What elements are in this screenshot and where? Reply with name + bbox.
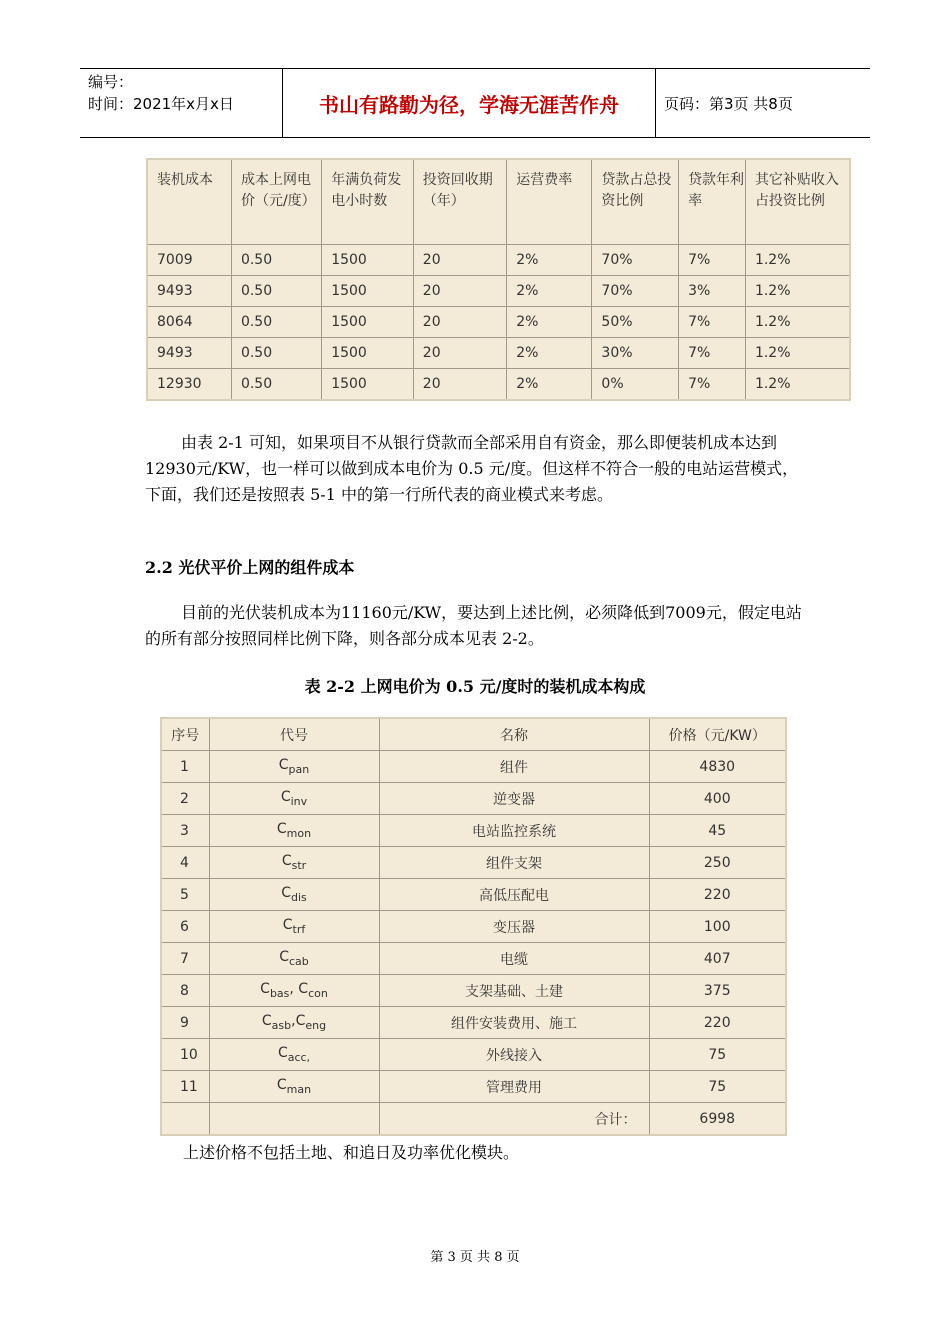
table1-row: [147, 245, 850, 276]
code-letter: C: [278, 757, 289, 774]
paragraph-3: 上述价格不包括土地、和追日及功率优化模块。: [183, 1143, 520, 1162]
table1-cell: 1.2%: [745, 307, 850, 338]
code-subscript: str: [291, 858, 307, 872]
table2-no-cell: 1: [161, 751, 209, 783]
table2-row: [161, 1007, 786, 1039]
table1-cell: 20: [413, 307, 506, 338]
table2-name-cell: 管理费用: [379, 1071, 649, 1103]
table2-name-cell: 组件支架: [379, 847, 649, 879]
table2-code-cell: [209, 911, 379, 943]
table2-row: [161, 911, 786, 943]
table2-row: [161, 1039, 786, 1071]
table1-cell: 2%: [507, 276, 592, 307]
table1-header-cell: 年满负荷发电小时数: [322, 159, 414, 245]
code-letter: C: [261, 1013, 272, 1030]
table1-header-cell: 贷款占总投资比例: [592, 159, 679, 245]
table2-row: [161, 847, 786, 879]
table2-name-cell: 电缆: [379, 943, 649, 975]
table1-header-cell: 投资回收期（年）: [413, 159, 506, 245]
time-label: 时间：2021年x月x日: [88, 95, 234, 113]
table2-row: [161, 783, 786, 815]
code-subscript: asb: [271, 1018, 292, 1032]
table1-row: [147, 276, 850, 307]
code-letter: C: [276, 1077, 287, 1094]
code-subscript: cab: [289, 954, 309, 968]
table1-cell: 7%: [679, 369, 746, 401]
code-letter: C: [281, 885, 291, 902]
paragraph-2: 目前的光伏装机成本为11160元/KW，要达到上述比例，必须降低到7009元，假定电站的所有部分按照同样比例下降，则各部分成本见表 2-2。: [145, 603, 802, 648]
table2-name-cell: 支架基础、土建: [379, 975, 649, 1007]
code-subscript: con: [308, 986, 328, 1000]
table2-no-cell: 7: [161, 943, 209, 975]
table1-cell: 70%: [592, 276, 679, 307]
cost-parameter-table: [146, 158, 851, 401]
table2-code-cell: [209, 815, 379, 847]
table1-cell: 0%: [592, 369, 679, 401]
table1-cell: 2%: [507, 369, 592, 401]
table2-name-cell: 电站监控系统: [379, 815, 649, 847]
table2-no-cell: 10: [161, 1039, 209, 1071]
table1-cell: 0.50: [231, 307, 321, 338]
table2-price-cell: 75: [649, 1071, 786, 1103]
table1-header-cell: 装机成本: [147, 159, 231, 245]
table2-total-label: 合计：: [379, 1103, 649, 1136]
table1-cell: 7%: [679, 338, 746, 369]
table2-name-cell: 组件: [379, 751, 649, 783]
table1-cell: 20: [413, 369, 506, 401]
number-label: 编号：: [88, 73, 134, 91]
code-letter: C: [276, 821, 287, 838]
table2-code-cell: [209, 943, 379, 975]
code-subscript: mon: [286, 826, 312, 840]
table2-total-row: [161, 1103, 786, 1136]
table2-row: [161, 815, 786, 847]
table2-price-cell: 220: [649, 879, 786, 911]
table2-code-cell: [209, 847, 379, 879]
table2-caption: 表 2-2 上网电价为 0.5 元/度时的装机成本构成: [304, 677, 646, 696]
table1-cell: 0.50: [231, 338, 321, 369]
table1-cell: 1500: [322, 369, 414, 401]
table2-no-cell: 2: [161, 783, 209, 815]
table1-cell: 1.2%: [745, 276, 850, 307]
table2-name-cell: 高低压配电: [379, 879, 649, 911]
code-letter: C: [277, 1045, 288, 1062]
table2-header-cell: 名称: [379, 718, 649, 751]
code-subscript: bas: [269, 986, 290, 1000]
code-subscript: pan: [288, 762, 310, 776]
page-header: [80, 68, 870, 138]
code-subscript: inv: [290, 794, 308, 808]
table1-cell: 2%: [507, 307, 592, 338]
table2-row: [161, 1071, 786, 1103]
table1-header-cell: 运营费率: [507, 159, 592, 245]
table1-cell: 20: [413, 245, 506, 276]
table1-cell: 1500: [322, 307, 414, 338]
table1-cell: 2%: [507, 245, 592, 276]
table1-cell: 1500: [322, 338, 414, 369]
table2-name-cell: 外线接入: [379, 1039, 649, 1071]
table2-price-cell: 4830: [649, 751, 786, 783]
code-letter: , C: [289, 981, 309, 998]
table1-cell: 2%: [507, 338, 592, 369]
header-motto: 书山有路勤为径，学海无涯苦作舟: [282, 69, 656, 137]
table1-cell: 70%: [592, 245, 679, 276]
code-letter: C: [280, 789, 291, 806]
table2-code-cell: [209, 1007, 379, 1039]
table2-code-cell: [209, 1039, 379, 1071]
table2-total-value: 6998: [649, 1103, 786, 1136]
code-subscript: dis: [291, 890, 307, 904]
table2-no-cell: 11: [161, 1071, 209, 1103]
table2-no-cell: 5: [161, 879, 209, 911]
table2-row: [161, 975, 786, 1007]
table2-empty-cell: [161, 1103, 209, 1136]
table2-price-cell: 75: [649, 1039, 786, 1071]
code-letter: C: [282, 917, 293, 934]
code-subscript: eng: [305, 1018, 327, 1032]
table1-cell: 1.2%: [745, 369, 850, 401]
header-page-info: 页码：第3页 共8页: [664, 94, 793, 113]
table2-price-cell: 220: [649, 1007, 786, 1039]
table2-row: [161, 879, 786, 911]
table1-row: [147, 338, 850, 369]
table2-no-cell: 4: [161, 847, 209, 879]
table2-name-cell: 组件安装费用、施工: [379, 1007, 649, 1039]
table2-header-cell: 代号: [209, 718, 379, 751]
table1-cell: 0.50: [231, 369, 321, 401]
paragraph-1: 由表 2-1 可知，如果项目不从银行贷款而全部采用自有资金，那么即便装机成本达到12930元/KW，也一样可以做到成本电价为 0.5 元/度。但这样不符合一般的电站运营模式，下面，我们还是按照表 5-1 中的第一行所代表的商业模式来考虑。: [145, 433, 799, 504]
table1-row: [147, 369, 850, 401]
table2-row: [161, 943, 786, 975]
table2-price-cell: 407: [649, 943, 786, 975]
table1-cell: 20: [413, 276, 506, 307]
table2-name-cell: 逆变器: [379, 783, 649, 815]
table1-cell: 7%: [679, 307, 746, 338]
table1-cell: 0.50: [231, 276, 321, 307]
table1-cell: 9493: [147, 338, 231, 369]
table2-empty-cell: [209, 1103, 379, 1136]
table2-code-cell: [209, 1071, 379, 1103]
table2-no-cell: 8: [161, 975, 209, 1007]
table2-name-cell: 变压器: [379, 911, 649, 943]
table2-price-cell: 100: [649, 911, 786, 943]
table1-cell: 1.2%: [745, 338, 850, 369]
table1-cell: 7%: [679, 245, 746, 276]
code-letter: ,C: [291, 1013, 306, 1030]
table1-cell: 0.50: [231, 245, 321, 276]
code-subscript: acc,: [287, 1050, 311, 1064]
table2-price-cell: 375: [649, 975, 786, 1007]
page-footer: 第 3 页 共 8 页: [430, 1250, 520, 1265]
table2-header-cell: 序号: [161, 718, 209, 751]
table2-no-cell: 6: [161, 911, 209, 943]
table2-header-cell: 价格（元/KW）: [649, 718, 786, 751]
table1-cell: 50%: [592, 307, 679, 338]
table2-no-cell: 3: [161, 815, 209, 847]
table1-cell: 1500: [322, 276, 414, 307]
code-subscript: trf: [292, 922, 306, 936]
table1-cell: 12930: [147, 369, 231, 401]
table2-price-cell: 400: [649, 783, 786, 815]
code-letter: C: [281, 853, 292, 870]
section-title: 2.2 光伏平价上网的组件成本: [145, 558, 355, 577]
table1-cell: 9493: [147, 276, 231, 307]
table2-code-cell: [209, 975, 379, 1007]
table1-header-cell: 贷款年利率: [679, 159, 746, 245]
table1-cell: 7009: [147, 245, 231, 276]
table1-cell: 1.2%: [745, 245, 850, 276]
table1-cell: 3%: [679, 276, 746, 307]
table1-header-cell: 其它补贴收入占投资比例: [745, 159, 850, 245]
table2-code-cell: [209, 751, 379, 783]
cost-breakdown-table: [160, 717, 787, 1136]
table2-row: [161, 751, 786, 783]
table1-header-cell: 成本上网电价（元/度）: [231, 159, 321, 245]
table1-cell: 20: [413, 338, 506, 369]
table2-code-cell: [209, 879, 379, 911]
code-letter: C: [279, 949, 289, 966]
table2-price-cell: 45: [649, 815, 786, 847]
table2-code-cell: [209, 783, 379, 815]
header-meta: [88, 71, 280, 115]
code-letter: C: [260, 981, 270, 998]
table2-no-cell: 9: [161, 1007, 209, 1039]
table1-cell: 8064: [147, 307, 231, 338]
table1-cell: 1500: [322, 245, 414, 276]
table1-cell: 30%: [592, 338, 679, 369]
code-subscript: man: [286, 1082, 312, 1096]
table1-row: [147, 307, 850, 338]
table2-price-cell: 250: [649, 847, 786, 879]
